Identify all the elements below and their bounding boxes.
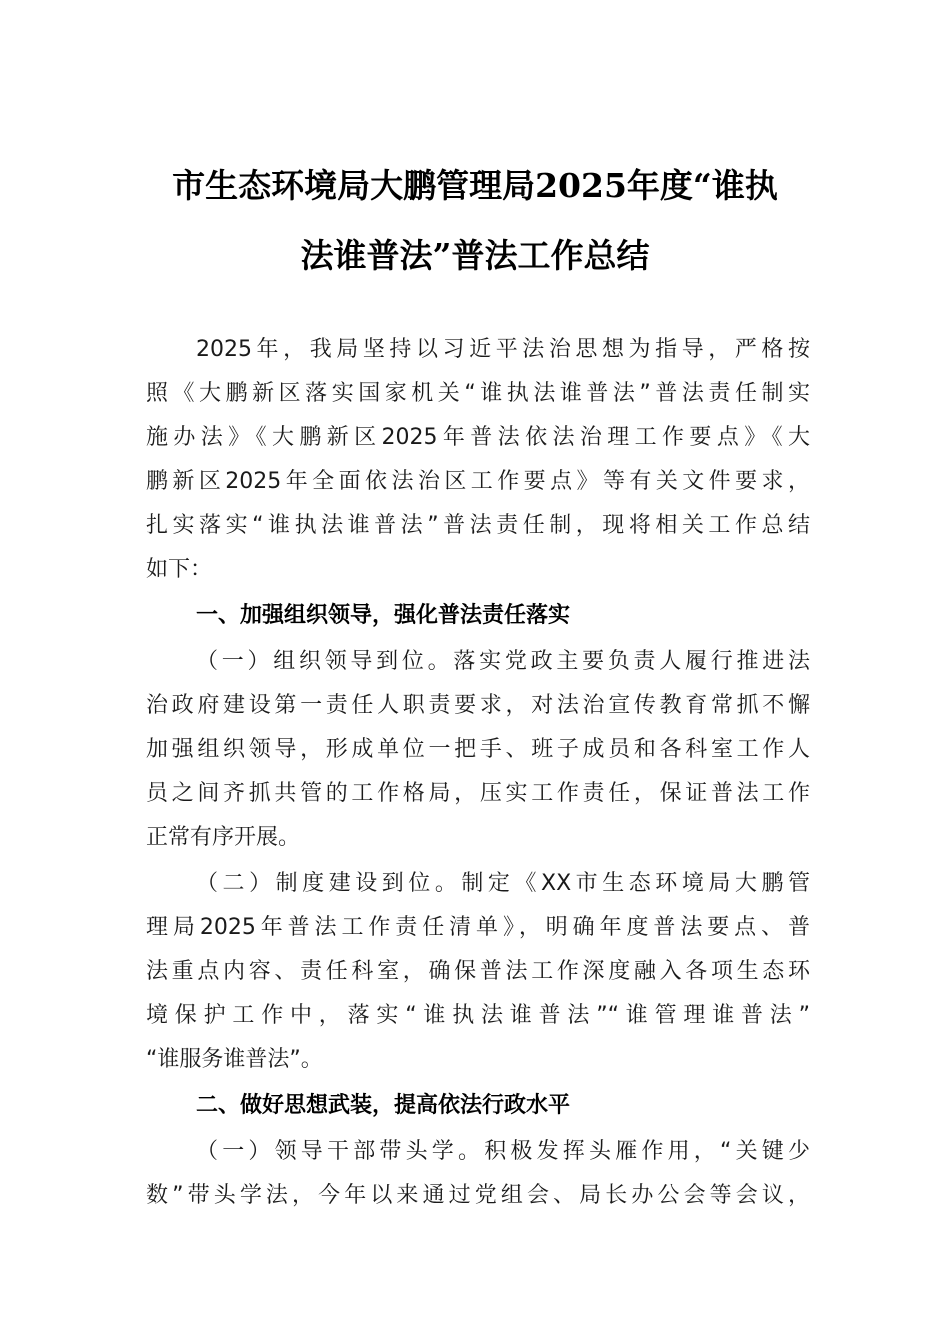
paragraph-line: 数”带头学法，今年以来通过党组会、局长办公会等会议， [146, 1183, 810, 1208]
paragraph-line: 境保护工作中，落实“谁执法谁普法”“谁管理谁普法” [146, 1003, 810, 1028]
paragraph-line: 治政府建设第一责任人职责要求，对法治宣传教育常抓不懈 [146, 693, 810, 718]
intro-line: 如下： [146, 557, 213, 582]
document-title-line-1: 市生态环境局大鹏管理局2025年度“谁执 [172, 166, 778, 205]
section-heading-2: 二、做好思想武装，提高依法行政水平 [196, 1093, 571, 1118]
intro-line: 扎实落实“谁执法谁普法”普法责任制，现将相关工作总结 [146, 513, 810, 538]
intro-line: 鹏新区2025年全面依法治区工作要点》等有关文件要求， [146, 469, 810, 494]
intro-line: 2025年，我局坚持以习近平法治思想为指导，严格按 [196, 337, 810, 362]
paragraph-line: 加强组织领导，形成单位一把手、班子成员和各科室工作人 [146, 737, 810, 762]
paragraph-line: 员之间齐抓共管的工作格局，压实工作责任，保证普法工作 [146, 781, 810, 806]
paragraph-line: （二）制度建设到位。制定《XX市生态环境局大鹏管 [196, 871, 810, 896]
intro-line: 施办法》《大鹏新区2025年普法依法治理工作要点》《大 [146, 425, 810, 450]
paragraph-line: 理局2025年普法工作责任清单》，明确年度普法要点、普 [146, 915, 810, 940]
paragraph-line: 法重点内容、责任科室，确保普法工作深度融入各项生态环 [146, 959, 810, 984]
paragraph-line: （一）组织领导到位。落实党政主要负责人履行推进法 [196, 649, 810, 674]
intro-line: 照《大鹏新区落实国家机关“谁执法谁普法”普法责任制实 [146, 381, 810, 406]
paragraph-line: （一）领导干部带头学。积极发挥头雁作用，“关键少 [196, 1139, 810, 1164]
paragraph-line: “谁服务谁普法”。 [146, 1047, 323, 1072]
paragraph-line: 正常有序开展。 [146, 825, 301, 850]
section-heading-1: 一、加强组织领导，强化普法责任落实 [196, 603, 571, 628]
document-title-line-2: 法谁普法”普法工作总结 [300, 236, 650, 275]
